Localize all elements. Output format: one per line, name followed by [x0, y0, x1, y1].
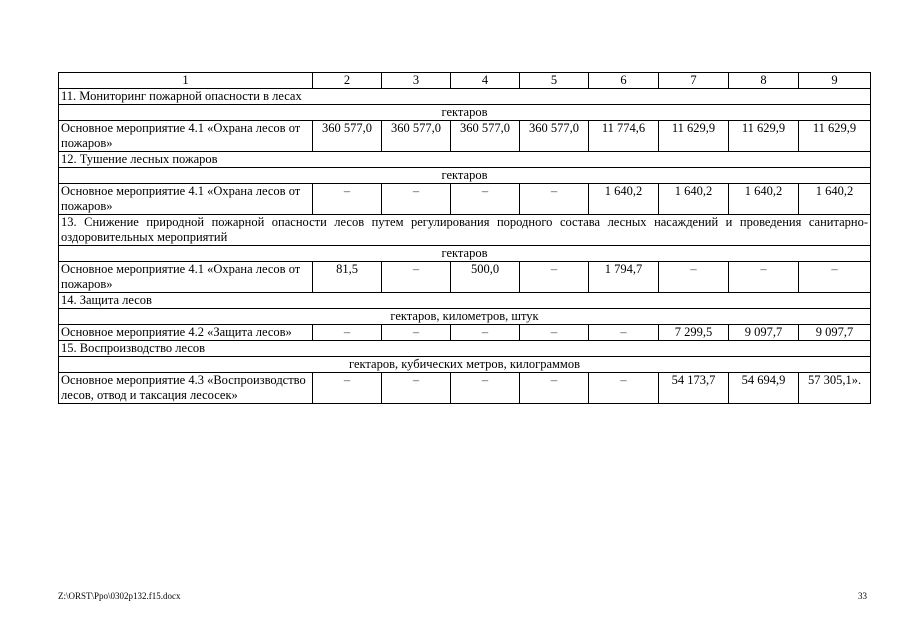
value-cell: 360 577,0: [520, 121, 589, 152]
value-cell: –: [520, 262, 589, 293]
header-cell: 2: [313, 73, 382, 89]
measure-label: Основное мероприятие 4.1 «Охрана лесов от пожаров»: [59, 262, 313, 293]
table-row: [59, 373, 871, 404]
header-row: [59, 73, 871, 89]
section-title: 15. Воспроизводство лесов: [59, 341, 871, 357]
page-number: 33: [858, 591, 867, 601]
value-cell: 81,5: [313, 262, 382, 293]
value-cell: 54 694,9: [729, 373, 799, 404]
value-cell: –: [313, 325, 382, 341]
unit-row: [59, 105, 871, 121]
value-cell: –: [589, 325, 659, 341]
value-cell: –: [659, 262, 729, 293]
table-body: [59, 73, 871, 404]
value-cell: 9 097,7: [799, 325, 871, 341]
footer-file-path: Z:\ORST\Ppo\0302p132.f15.docx: [58, 591, 181, 601]
value-cell: 360 577,0: [451, 121, 520, 152]
header-cell: 5: [520, 73, 589, 89]
unit-row: [59, 168, 871, 184]
unit-row: [59, 246, 871, 262]
section-title: 11. Мониторинг пожарной опасности в лесах: [59, 89, 871, 105]
value-cell: –: [520, 373, 589, 404]
unit-row: [59, 357, 871, 373]
value-cell: –: [382, 184, 451, 215]
section-title-row: [59, 89, 871, 105]
header-cell: 8: [729, 73, 799, 89]
table-row: [59, 184, 871, 215]
value-cell: 11 774,6: [589, 121, 659, 152]
unit-label: гектаров: [59, 168, 871, 184]
value-cell: –: [589, 373, 659, 404]
section-title: 12. Тушение лесных пожаров: [59, 152, 871, 168]
value-cell: –: [313, 184, 382, 215]
value-cell: 1 640,2: [799, 184, 871, 215]
measure-label: Основное мероприятие 4.1 «Охрана лесов от пожаров»: [59, 121, 313, 152]
value-cell: –: [520, 184, 589, 215]
value-cell: 1 640,2: [729, 184, 799, 215]
value-cell: 11 629,9: [659, 121, 729, 152]
header-cell: 9: [799, 73, 871, 89]
value-cell: 1 640,2: [659, 184, 729, 215]
header-cell: 4: [451, 73, 520, 89]
section-title: 13. Снижение природной пожарной опасности лесов путем регулирования породного состава лесных насаждений и проведения санитарно-оздоровительных мероприятий: [59, 215, 871, 246]
section-title-row: [59, 152, 871, 168]
header-cell: 6: [589, 73, 659, 89]
value-cell: –: [313, 373, 382, 404]
value-cell: 360 577,0: [313, 121, 382, 152]
value-cell: 57 305,1».: [799, 373, 871, 404]
unit-label: гектаров, километров, штук: [59, 309, 871, 325]
unit-label: гектаров, кубических метров, килограммов: [59, 357, 871, 373]
value-cell: –: [451, 184, 520, 215]
table-row: [59, 325, 871, 341]
value-cell: 7 299,5: [659, 325, 729, 341]
table-row: [59, 121, 871, 152]
value-cell: –: [382, 262, 451, 293]
measure-label: Основное мероприятие 4.3 «Воспроизводство лесов, отвод и таксация лесосек»: [59, 373, 313, 404]
section-title-row: [59, 293, 871, 309]
header-cell: 7: [659, 73, 729, 89]
value-cell: –: [382, 373, 451, 404]
value-cell: 9 097,7: [729, 325, 799, 341]
value-cell: 11 629,9: [729, 121, 799, 152]
table-row: [59, 262, 871, 293]
section-title-row: [59, 341, 871, 357]
document-table: [58, 72, 871, 404]
value-cell: –: [451, 373, 520, 404]
value-cell: –: [451, 325, 520, 341]
value-cell: –: [382, 325, 451, 341]
header-cell: 1: [59, 73, 313, 89]
unit-label: гектаров: [59, 105, 871, 121]
value-cell: –: [729, 262, 799, 293]
value-cell: 1 794,7: [589, 262, 659, 293]
value-cell: 500,0: [451, 262, 520, 293]
value-cell: 54 173,7: [659, 373, 729, 404]
section-title: 14. Защита лесов: [59, 293, 871, 309]
unit-row: [59, 309, 871, 325]
header-cell: 3: [382, 73, 451, 89]
unit-label: гектаров: [59, 246, 871, 262]
measure-label: Основное мероприятие 4.1 «Охрана лесов от пожаров»: [59, 184, 313, 215]
value-cell: 1 640,2: [589, 184, 659, 215]
measure-label: Основное мероприятие 4.2 «Защита лесов»: [59, 325, 313, 341]
value-cell: 360 577,0: [382, 121, 451, 152]
value-cell: –: [799, 262, 871, 293]
section-title-row: [59, 215, 871, 246]
value-cell: 11 629,9: [799, 121, 871, 152]
value-cell: –: [520, 325, 589, 341]
